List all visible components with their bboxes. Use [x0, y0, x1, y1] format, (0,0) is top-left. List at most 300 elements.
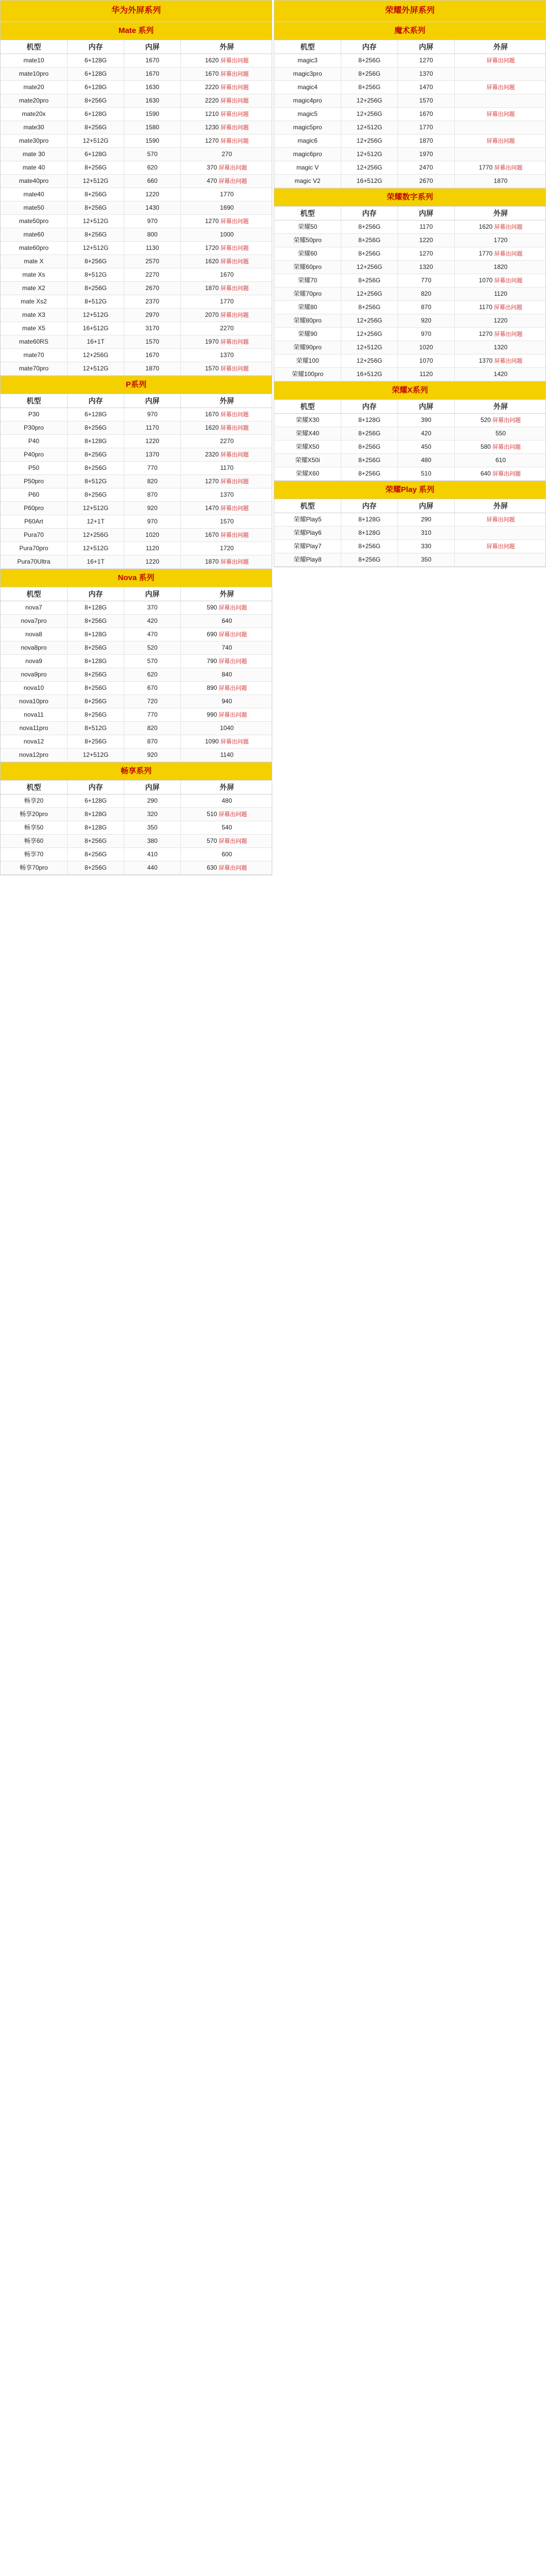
table-row [1, 615, 272, 628]
outer-screen-cell [455, 81, 546, 94]
memory-cell: 12+512G [341, 121, 398, 134]
table-row [274, 175, 545, 188]
outer-screen-cell: 2220 屏幕出问题 [205, 97, 249, 104]
memory-cell: 12+256G [341, 108, 398, 121]
inner-screen-cell: 1220 [398, 234, 455, 247]
table-row [1, 749, 272, 762]
header-cell: 内屏 [398, 207, 455, 220]
outer-screen-cell: 1670 [220, 271, 234, 278]
inner-screen-cell: 720 [124, 695, 181, 708]
model-cell: mate Xs2 [1, 295, 68, 308]
model-cell: nova8pro [1, 641, 68, 654]
outer-screen-cell: 1170 [220, 464, 234, 471]
outer-screen-cell: 1320 [493, 344, 508, 351]
outer-screen-cell: 1220 [493, 317, 508, 324]
outer-screen-cell: 1670 屏幕出问题 [205, 70, 249, 77]
memory-cell: 8+256G [68, 861, 124, 874]
memory-cell: 8+256G [68, 641, 124, 654]
inner-screen-cell: 470 [124, 628, 181, 641]
outer-screen-cell: 1770 [220, 298, 234, 305]
outer-screen-cell: 790 屏幕出问题 [206, 657, 247, 665]
inner-screen-cell: 1670 [124, 67, 181, 80]
memory-cell: 12+512G [68, 362, 124, 375]
inner-screen-cell: 320 [124, 808, 181, 821]
memory-cell: 8+256G [341, 67, 398, 80]
table-row [274, 354, 545, 368]
memory-cell: 12+256G [68, 529, 124, 541]
memory-cell: 12+512G [341, 341, 398, 354]
note-text: 屏幕出问题 [490, 471, 521, 477]
header-cell: 内屏 [398, 40, 455, 54]
model-cell: mate 30 [1, 148, 68, 161]
header-cell: 内存 [68, 781, 124, 794]
inner-screen-cell: 1220 [124, 555, 181, 568]
note-text: 屏幕出问题 [217, 165, 247, 171]
model-cell: magic V2 [274, 175, 341, 188]
outer-screen-cell: 1070 屏幕出问题 [478, 277, 523, 284]
table-header [1, 40, 272, 54]
model-cell: 荣耀80 [274, 301, 341, 314]
inner-screen-cell: 820 [124, 722, 181, 735]
memory-cell: 12+256G [341, 134, 398, 147]
table-row [1, 668, 272, 682]
table-row [1, 362, 272, 376]
model-cell: 荣耀60pro [274, 261, 341, 274]
model-cell: mate20 [1, 81, 68, 94]
table-row [1, 794, 272, 808]
table-header [274, 499, 545, 513]
model-cell: magic3 [274, 54, 341, 67]
model-cell: nova10 [1, 682, 68, 694]
inner-screen-cell: 570 [124, 655, 181, 668]
model-cell: mate Xs [1, 268, 68, 281]
inner-screen-cell: 350 [398, 553, 455, 566]
inner-screen-cell: 2970 [124, 309, 181, 321]
memory-cell: 6+128G [68, 148, 124, 161]
outer-screen-cell: 1140 [220, 751, 234, 758]
memory-cell: 8+256G [68, 848, 124, 861]
model-cell: 荣耀50pro [274, 234, 341, 247]
memory-cell: 8+256G [68, 448, 124, 461]
note-text: 屏幕出问题 [217, 712, 247, 718]
outer-screen-cell: 1270 屏幕出问题 [205, 478, 249, 485]
table-row [1, 54, 272, 67]
inner-screen-cell: 350 [124, 821, 181, 834]
table-row [1, 295, 272, 309]
table-header [274, 40, 545, 54]
table-row [1, 655, 272, 668]
table-row [1, 682, 272, 695]
inner-screen-cell: 510 [398, 467, 455, 480]
header-cell: 外屏 [493, 402, 508, 411]
outer-screen-cell [455, 121, 546, 134]
inner-screen-cell: 290 [124, 794, 181, 807]
header-cell: 内存 [341, 40, 398, 54]
table-row [274, 467, 545, 481]
header-cell: 内存 [341, 207, 398, 220]
outer-screen-cell: 580 屏幕出问题 [480, 443, 521, 450]
memory-cell: 8+256G [341, 81, 398, 94]
note-text: 屏幕出问题 [219, 125, 249, 131]
table-header [1, 587, 272, 601]
note-text: 屏幕出问题 [219, 532, 249, 538]
inner-screen-cell: 1430 [124, 201, 181, 214]
note-text: 屏幕出问题 [219, 84, 249, 91]
header-cell: 机型 [1, 781, 68, 794]
model-cell: 荣耀90 [274, 328, 341, 341]
note-text: 屏幕出问题 [490, 444, 521, 450]
memory-cell: 12+256G [341, 94, 398, 107]
table-row [1, 641, 272, 655]
inner-screen-cell: 370 [124, 601, 181, 614]
model-cell: mate70 [1, 349, 68, 362]
header-cell: 外屏 [493, 502, 508, 510]
outer-screen-cell: 840 [221, 671, 233, 678]
memory-cell: 12+512G [68, 215, 124, 228]
memory-cell: 8+256G [341, 234, 398, 247]
inner-screen-cell: 440 [124, 861, 181, 874]
header-cell: 机型 [274, 40, 341, 54]
outer-screen-cell: 1090 屏幕出问题 [205, 738, 249, 745]
table-row [1, 67, 272, 81]
table-row [1, 861, 272, 875]
note-text: 屏幕出问题 [486, 544, 515, 550]
outer-screen-cell: 2270 [220, 437, 234, 445]
model-cell: mate10pro [1, 67, 68, 80]
memory-cell: 8+256G [341, 540, 398, 553]
table-row [1, 175, 272, 188]
inner-screen-cell: 1570 [398, 94, 455, 107]
inner-screen-cell: 1020 [124, 529, 181, 541]
header-cell: 外屏 [493, 43, 508, 51]
note-text: 屏幕出问题 [486, 58, 515, 64]
table-row [1, 462, 272, 475]
header-cell: 内屏 [398, 499, 455, 513]
outer-screen-cell: 1040 [220, 724, 234, 732]
table-row [274, 134, 545, 148]
note-text: 屏幕出问题 [217, 838, 247, 844]
memory-cell: 8+512G [68, 268, 124, 281]
model-cell: mate30 [1, 121, 68, 134]
header-cell: 内屏 [124, 40, 181, 54]
table-row [1, 848, 272, 861]
inner-screen-cell: 3170 [124, 322, 181, 335]
note-text: 屏幕出问题 [492, 358, 523, 364]
note-text: 屏幕出问题 [219, 412, 249, 418]
model-cell: 荣耀Play5 [274, 513, 341, 526]
inner-screen-cell: 1870 [398, 134, 455, 147]
right-brand-title: 荣耀外屏系列 [274, 1, 545, 22]
model-cell: 畅享60 [1, 835, 68, 848]
header-cell: 外屏 [493, 209, 508, 217]
model-cell: magic6pro [274, 148, 341, 161]
table-row [274, 414, 545, 427]
header-cell: 内存 [341, 499, 398, 513]
memory-cell: 6+128G [68, 67, 124, 80]
note-text: 屏幕出问题 [219, 479, 249, 485]
header-cell: 外屏 [220, 783, 234, 791]
table-row [274, 121, 545, 134]
note-text: 屏幕出问题 [217, 178, 247, 184]
table-row [274, 108, 545, 121]
outer-screen-cell: 1570 [220, 518, 234, 525]
outer-screen-cell: 1970 屏幕出问题 [205, 338, 249, 345]
memory-cell: 8+256G [341, 454, 398, 467]
model-cell: nova9 [1, 655, 68, 668]
table-row [1, 94, 272, 108]
outer-screen-cell: 1000 [220, 231, 234, 238]
model-cell: mate60 [1, 228, 68, 241]
model-cell: 畅享70 [1, 848, 68, 861]
outer-screen-cell: 480 [221, 797, 233, 804]
inner-screen-cell: 620 [124, 668, 181, 681]
outer-screen-cell: 1270 屏幕出问题 [205, 217, 249, 225]
inner-screen-cell: 2670 [398, 175, 455, 188]
header-cell: 内存 [341, 400, 398, 413]
inner-screen-cell: 1670 [398, 108, 455, 121]
note-text: 屏幕出问题 [219, 339, 249, 345]
inner-screen-cell: 820 [124, 475, 181, 488]
inner-screen-cell: 970 [124, 515, 181, 528]
inner-screen-cell: 410 [124, 848, 181, 861]
memory-cell: 12+512G [68, 502, 124, 515]
model-cell: magic5 [274, 108, 341, 121]
memory-cell: 8+256G [68, 421, 124, 434]
memory-cell: 12+256G [341, 287, 398, 300]
inner-screen-cell: 1590 [124, 108, 181, 121]
outer-screen-cell: 1770 屏幕出问题 [478, 164, 523, 171]
model-cell: 荣耀50 [274, 221, 341, 233]
note-text: 屏幕出问题 [219, 285, 249, 292]
inner-screen-cell: 770 [124, 462, 181, 474]
memory-cell: 8+256G [68, 708, 124, 721]
outer-screen-cell [455, 553, 546, 566]
outer-screen-cell [455, 513, 546, 526]
inner-screen-cell: 1570 [124, 335, 181, 348]
model-cell: magic V [274, 161, 341, 174]
table-header [1, 781, 272, 794]
table-row [1, 242, 272, 255]
inner-screen-cell: 450 [398, 440, 455, 453]
memory-cell: 6+128G [68, 794, 124, 807]
table-row [1, 161, 272, 175]
memory-cell: 16+512G [341, 175, 398, 188]
model-cell: P40pro [1, 448, 68, 461]
table-row [274, 341, 545, 354]
outer-screen-cell: 1770 屏幕出问题 [478, 250, 523, 257]
inner-screen-cell: 800 [124, 228, 181, 241]
inner-screen-cell: 1370 [124, 448, 181, 461]
outer-screen-cell: 1770 [220, 191, 234, 198]
table-row [1, 121, 272, 134]
outer-screen-cell: 890 屏幕出问题 [206, 684, 247, 691]
outer-screen-cell: 1370 [220, 491, 234, 498]
note-text: 屏幕出问题 [219, 259, 249, 265]
outer-screen-cell: 1270 屏幕出问题 [478, 330, 523, 337]
memory-cell: 8+512G [68, 295, 124, 308]
model-cell: 荣耀X30 [274, 414, 341, 427]
inner-screen-cell: 1170 [124, 421, 181, 434]
table-row [1, 215, 272, 228]
table-row [1, 502, 272, 515]
memory-cell: 8+256G [341, 54, 398, 67]
memory-cell: 8+256G [341, 301, 398, 314]
note-text: 屏幕出问题 [217, 658, 247, 665]
outer-screen-cell: 1620 屏幕出问题 [478, 223, 523, 230]
note-text: 屏幕出问题 [486, 111, 515, 117]
table-row [1, 542, 272, 555]
inner-screen-cell: 1220 [124, 435, 181, 448]
memory-cell: 8+256G [341, 427, 398, 440]
model-cell: mate20x [1, 108, 68, 121]
memory-cell: 8+256G [341, 247, 398, 260]
memory-cell: 8+256G [68, 188, 124, 201]
note-text: 屏幕出问题 [219, 111, 249, 117]
memory-cell: 8+256G [341, 467, 398, 480]
outer-screen-cell: 1570 屏幕出问题 [205, 365, 249, 372]
model-cell: 荣耀60 [274, 247, 341, 260]
note-text: 屏幕出问题 [219, 98, 249, 104]
header-cell: 内存 [68, 394, 124, 408]
inner-screen-cell: 390 [398, 414, 455, 427]
outer-screen-cell [455, 67, 546, 80]
memory-cell: 8+128G [341, 527, 398, 539]
model-cell: 荣耀100 [274, 354, 341, 367]
memory-cell: 6+128G [68, 108, 124, 121]
outer-screen-cell: 520 屏幕出问题 [480, 416, 521, 423]
outer-screen-cell: 1670 屏幕出问题 [205, 411, 249, 418]
outer-screen-cell [455, 527, 546, 539]
outer-screen-cell: 570 屏幕出问题 [206, 837, 247, 844]
section-title: Mate 系列 [1, 22, 272, 40]
model-cell: mate70pro [1, 362, 68, 375]
inner-screen-cell: 660 [124, 175, 181, 188]
table-header [274, 400, 545, 414]
table-row [1, 808, 272, 821]
inner-screen-cell: 870 [398, 301, 455, 314]
inner-screen-cell: 970 [124, 408, 181, 421]
memory-cell: 8+256G [68, 695, 124, 708]
outer-screen-cell: 2220 屏幕出问题 [205, 83, 249, 91]
table-row [274, 301, 545, 314]
table-row [274, 234, 545, 247]
model-cell: P60Art [1, 515, 68, 528]
inner-screen-cell: 1020 [398, 341, 455, 354]
note-text: 屏幕出问题 [217, 865, 247, 871]
inner-screen-cell: 380 [124, 835, 181, 848]
model-cell: mate30pro [1, 134, 68, 147]
model-cell: 荣耀X50i [274, 454, 341, 467]
memory-cell: 8+256G [68, 488, 124, 501]
memory-cell: 8+256G [341, 440, 398, 453]
memory-cell: 8+128G [68, 655, 124, 668]
model-cell: 荣耀Play8 [274, 553, 341, 566]
inner-screen-cell: 1670 [124, 349, 181, 362]
table-row [1, 268, 272, 282]
outer-screen-cell: 1870 [493, 177, 508, 184]
table-row [1, 448, 272, 462]
outer-screen-cell: 1170 屏幕出问题 [479, 303, 522, 311]
inner-screen-cell: 2270 [124, 268, 181, 281]
inner-screen-cell: 310 [398, 527, 455, 539]
inner-screen-cell: 1320 [398, 261, 455, 274]
inner-screen-cell: 480 [398, 454, 455, 467]
section-title: 畅享系列 [1, 762, 272, 781]
outer-screen-cell: 1370 屏幕出问题 [478, 357, 523, 364]
header-cell: 外屏 [220, 43, 234, 51]
memory-cell: 8+256G [68, 835, 124, 848]
model-cell: mate40 [1, 188, 68, 201]
table-row [1, 475, 272, 488]
inner-screen-cell: 620 [124, 161, 181, 174]
inner-screen-cell: 1220 [124, 188, 181, 201]
note-text: 屏幕出问题 [492, 251, 523, 257]
outer-screen-cell [455, 54, 546, 67]
model-cell: mate50pro [1, 215, 68, 228]
memory-cell: 12+256G [341, 314, 398, 327]
model-cell: mate20pro [1, 94, 68, 107]
model-cell: mate60RS [1, 335, 68, 348]
model-cell: nova9pro [1, 668, 68, 681]
table-row [1, 735, 272, 749]
model-cell: 荣耀Play7 [274, 540, 341, 553]
outer-screen-cell: 1620 屏幕出问题 [205, 258, 249, 265]
model-cell: Pura70Ultra [1, 555, 68, 568]
model-cell: P50pro [1, 475, 68, 488]
outer-screen-cell: 1720 屏幕出问题 [205, 244, 249, 251]
note-text: 屏幕出问题 [219, 58, 249, 64]
inner-screen-cell: 290 [398, 513, 455, 526]
model-cell: nova12 [1, 735, 68, 748]
inner-screen-cell: 570 [124, 148, 181, 161]
table-row [1, 722, 272, 735]
table-row [1, 515, 272, 529]
memory-cell: 12+256G [68, 349, 124, 362]
table-header [1, 394, 272, 408]
outer-screen-cell: 1670 屏幕出问题 [205, 531, 249, 538]
memory-cell: 8+256G [341, 274, 398, 287]
memory-cell: 6+128G [68, 81, 124, 94]
note-text: 屏幕出问题 [219, 245, 249, 251]
memory-cell: 8+512G [68, 475, 124, 488]
header-cell: 内屏 [124, 394, 181, 408]
model-cell: Pura70 [1, 529, 68, 541]
outer-screen-cell: 550 [495, 430, 506, 437]
memory-cell: 16+512G [341, 368, 398, 381]
header-cell: 内屏 [124, 587, 181, 601]
model-cell: nova11pro [1, 722, 68, 735]
model-cell: 畅享50 [1, 821, 68, 834]
table-header [274, 207, 545, 221]
note-text: 屏幕出问题 [219, 425, 249, 431]
outer-screen-cell [455, 148, 546, 161]
table-row [1, 228, 272, 242]
table-row [1, 201, 272, 215]
inner-screen-cell: 1670 [124, 54, 181, 67]
table-row [274, 427, 545, 440]
note-text: 屏幕出问题 [486, 84, 515, 91]
inner-screen-cell: 770 [124, 708, 181, 721]
model-cell: 荣耀X60 [274, 467, 341, 480]
inner-screen-cell: 2670 [124, 282, 181, 295]
table-row [1, 421, 272, 435]
inner-screen-cell: 1120 [124, 542, 181, 555]
memory-cell: 8+256G [68, 462, 124, 474]
inner-screen-cell: 2570 [124, 255, 181, 268]
section-title: P系列 [1, 376, 272, 394]
right-column [274, 0, 546, 567]
note-text: 屏幕出问题 [219, 71, 249, 77]
